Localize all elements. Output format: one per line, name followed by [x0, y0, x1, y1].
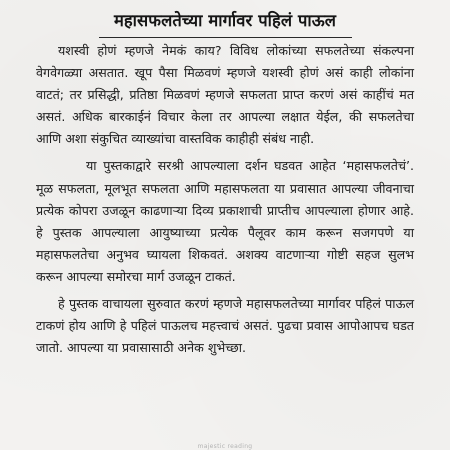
body-text — [36, 40, 414, 359]
watermark-text: majestic reading — [197, 443, 253, 450]
paragraph-2: या पुस्तकाद्वारे सरश्री आपल्याला दर्शन घडवत आहेत ‘महासफलतेचं’. मूळ सफलता, मूलभूत सफलता आणि महासफलता या प्रवासात आपल्या जीवनाचा प्रत्येक कोपरा उजळून काढणाऱ्या दिव्य प्रकाशाची प्राप्तीच आपल्याला होणार आहे. हे पुस्तक आपल्याला आयुष्याच्या प्रत्येक पैलूवर काम करून सजगपणे या महासफलतेचा अनुभव घ्यायला शिकवतं. अशक्य वाटणाऱ्या गोष्टी सहज सुलभ करून आपल्या समोरचा मार्ग उजळून टाकतं. — [36, 158, 414, 284]
paragraph-3: हे पुस्तक वाचायला सुरुवात करणं म्हणजे महासफलतेच्या मार्गावर पहिलं पाऊल टाकणं होय आणि हे पहिलं पाऊलच महत्त्वाचं असतं. पुढचा प्रवास आपोआपच घडत जातो. आपल्या या प्रवासासाठी अनेक शुभेच्छा. — [36, 296, 414, 356]
title-underline — [99, 37, 352, 38]
page-title: महासफलतेच्या मार्गावर पहिलं पाऊल — [113, 11, 337, 30]
paragraph-1: यशस्वी होणं म्हणजे नेमकं काय? विविध लोकांच्या सफलतेच्या संकल्पना वेगवेगळ्या असतात. खूप पैसा मिळवणं म्हणजे यशस्वी होणं असं काही लोकांना वाटतं; तर प्रसिद्धी, प्रतिष्ठा मिळवणं म्हणजे सफलता प्राप्त करणं असं काहींचं मत असतं. अधिक बारकाईनं विचार केला तर आपल्या लक्षात येईल, की सफलतेचा आणि अशा संकुचित व्याख्यांचा वास्तविक काहीही संबंध नाही. — [36, 43, 414, 147]
